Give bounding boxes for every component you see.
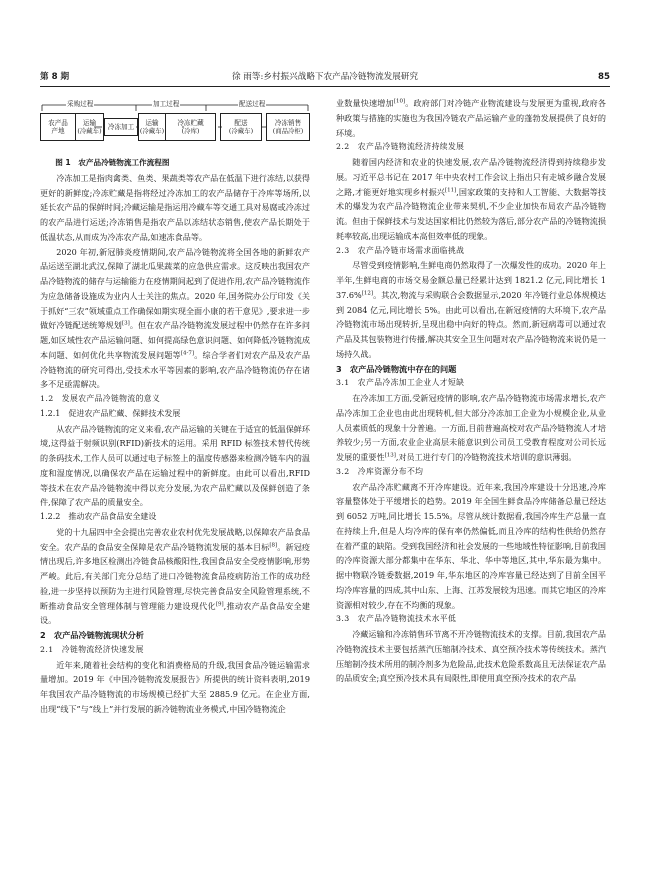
paragraph-covid-2020 <box>40 245 310 393</box>
citation-ref: [3] <box>121 320 130 327</box>
box-origin-line2: 产地 <box>51 127 65 135</box>
box-sale-line1: 冷冻销售 <box>274 119 302 127</box>
box-processing-label: 冷冻加工 <box>107 123 135 131</box>
box-transport-1-line1: 运输 <box>82 119 97 127</box>
citation-ref: [8] <box>269 541 278 548</box>
page-number: 85 <box>598 72 610 82</box>
section-heading-3-3: 3.3 农产品冷链物流技术水平低 <box>336 614 457 624</box>
section-heading-3-2: 3.2 冷库资源分布不均 <box>336 466 424 476</box>
text-segment: 随着国内经济和农业的快速发展,农产品冷链物流经济得到持续稳步发展。习近平总书记在 2017 年中央农村工作会议上指出只有走城乡融合发展之路,才能更好地实现乡村振兴 <box>336 157 606 197</box>
box-transport-2-line1: 运输 <box>145 119 159 127</box>
text-segment: 尽管受到疫情影响,生鲜电商仍然取得了一次爆发性的成功。2020 年上半年,生鲜电商的市场交易金额总量已经累计达到 1821.2 亿元,同比增长 137.6% <box>336 260 606 300</box>
left-column <box>40 96 310 717</box>
citation-ref: [10] <box>393 98 406 105</box>
paragraph-continued <box>336 96 606 140</box>
box-origin-line1: 农产品 <box>48 119 68 127</box>
section-heading-2-3: 2.3 农产品冷链市场需求面临挑战 <box>336 245 465 255</box>
figure-caption: 图 1 农产品冷链物流工作流程图 <box>55 158 170 167</box>
stage-label-processing: 加工过程 <box>153 100 180 108</box>
box-distribution <box>220 113 262 141</box>
paragraph-market-demand <box>336 258 606 361</box>
box-transport-2 <box>138 113 166 141</box>
running-title: 徐 雨等:乡村振兴战略下农产品冷链物流发展研究 <box>231 72 419 82</box>
section-heading-2-1: 2.1 冷链物流经济快速发展 <box>40 644 144 654</box>
box-storage-line2: (冷库) <box>181 127 200 135</box>
paragraph-talent-shortage <box>336 391 606 465</box>
right-column <box>336 96 606 686</box>
text-segment: 。政府部门对冷链产业物流建设与发展更为重视,政府各种政策与措施的实施也为我国冷链农产品运输产业的蓬勃发展提供了良好的环境。 <box>336 98 606 138</box>
text-segment: 党的十九届四中全会提出完善农业农村优先发展战略,以保障农产品食品安全。农产品的食品安全保障是农产品冷链物流发展的基本目标 <box>40 526 310 552</box>
text-segment: 在冷冻加工方面,受新冠疫情的影响,农产品冷链物流市场需求增长,农产品冷冻加工企业也由此出现转机,但大部分冷冻加工企业为小规模企业,从业人员素质低的现象十分普遍。一方面,目前普遍高校对农产品冷链物流人才培养较少;另一方面,农业企业高层未能意识到公司员工受教育程度对公司长远发展的重要性 <box>336 393 606 462</box>
box-storage-line1: 冷冻贮藏 <box>177 119 204 127</box>
section-heading-1-2: 1.2 发展农产品冷链物流的意义 <box>40 394 161 403</box>
text-segment: 。其次,物流与采购联合会数据显示,2020 年冷链行业总体规模达到 2084 亿元,同比增长 5%。由此可以看出,在新冠疫情的大环境下,农产品冷链物流市场出现转折,呈现出稳中向好的特点。然而,新冠病毒可以通过农产品及其包装物进行传播,解决其安全卫生问题对农产品冷链物流来说仍是一场持久战。 <box>336 289 606 359</box>
citation-ref: [12] <box>361 290 374 297</box>
section-heading-1-2-1: 1.2.1 促进农产品贮藏、保鲜技术发展 <box>40 408 181 418</box>
text-segment: 2020 年初,新冠肺炎疫情期间,农产品冷链物流将全国各地的新鲜农产品运送至湖北武汉,保障了湖北瓜果蔬菜的应急供应需求。这反映出我国农产品冷链物流的储存与运输能力在疫情期间起到了促进作用,农产品冷链物流作为应急储备设施成为业内人士关注的焦点。2020 年,国务院办公厅印发《关于抓好“三农”领域重点工作确保如期实现全面小康的若干意见》,要求进一步做好冷链配送统筹规划 <box>40 246 310 331</box>
text-segment: 。但在农产品冷链物流发展过程中仍然存在许多问题,如区域性农产品运输问题、如何提高绿色意识问题、如何降低冷链物流成本问题、如何优化共享物流发展问题等 <box>40 320 310 360</box>
workflow-figure <box>40 96 310 152</box>
citation-ref: [11] <box>444 186 457 193</box>
paragraph-rfid: 从农产品冷链物流的定义来看,农产品运输的关键在于适宜的低温保鲜环境,这得益于射频识别(RFID)新技术的运用。采用 RFID 标签技术替代传统的条码技术,工作人员可以通过电子标签上的温度传感器来检测冷链车内的温度和湿度情况,以确保农产品在运输过程中的新鲜度。由此可以看出,RFID 等技术在农产品冷链物流中得以充分发展,为农产品贮藏以及保鲜创造了条件,保障了农产品的质量安全。 <box>40 423 310 508</box>
section-heading-2: 2 农产品冷链物流现状分析 <box>40 630 144 640</box>
paragraph-cold-chain-definition: 冷冻加工是指肉禽类、鱼类、果蔬类等农产品在低温下进行冻结,以获得更好的新鲜度;冷冻贮藏是指将经过冷冻加工的农产品储存于冷库等场所,以延长农产品的保鲜时间;冷藏运输是指运用冷藏车等交通工具对易腐或冷冻过的农产品进行运送;冷冻销售是指农产品以冻结状态销售,使农产品长期处于低温状态,从而成为冷冻农产品,如速冻食品等。 <box>40 172 310 242</box>
box-distribution-line1: 配送 <box>234 119 248 127</box>
stage-label-purchase: 采购过程 <box>67 100 94 108</box>
citation-ref: [9] <box>215 600 224 607</box>
paragraph-cold-storage: 农产品冷冻贮藏离不开冷库建设。近年来,我国冷库建设十分迅速,冷库容量整体处于平缓增长的趋势。2019 年全国生鲜食品冷库储备总量已经达到 6052 万吨,同比增长 15.5%。尽管从统计数据看,我国冷库生产总量一直在持续上升,但是人均冷库的保有率仍然偏低,而且冷库的结构性供给仍然存在着严重的缺陷。受到我国经济和社会发展的一些地域性特征影响,目前我国的冷库资源大部分都集中在华东、华北、华中等地区,其中,华东最为集中。据中物联冷链委数据,2019 年,华东地区的冷库容量已经达到了目前全国平均冷库容量的四成,其中山东、上海、江苏发展较为迅速。而其它地区的冷库资源相对较少,存在不均衡的现象。 <box>336 481 606 610</box>
text-segment: 。综合学者们对农产品及农产品冷链物流的研究可得出,受技术水平等因素的影响,农产品冷链物流仍存在诸多不足亟需解决。 <box>40 349 310 390</box>
text-segment: 。新冠疫情出现后,许多地区检测出冷链食品核酸阳性,我国食品安全受疫情影响,形势严峻。此后,有关部门充分总结了进口冷链物流食品疫病防治工作的成功经验,进一步坚持以预防为主进行风险管理,尽快完善食品安全风险管理系统,不断推动食品安全管理体制与管理能力建设现代化 <box>40 541 310 611</box>
text-segment: ,对员工进行专门的冷链物流技术培训的意识薄弱。 <box>395 452 577 462</box>
box-sale <box>266 113 310 141</box>
header-rule <box>40 86 610 87</box>
text-segment: ,推动农产品食品安全建设。 <box>40 600 310 626</box>
box-transport-2-line2: (冷藏车) <box>139 127 165 135</box>
box-processing <box>104 118 138 136</box>
text-segment: 业数量快速增加 <box>336 98 394 108</box>
stage-label-distribution: 配送过程 <box>239 100 266 108</box>
box-transport-1-line2: (冷藏车) <box>77 127 102 135</box>
paragraph-food-safety <box>40 525 310 628</box>
box-origin <box>40 113 76 141</box>
section-heading-3: 3 农产品冷链物流中存在的问题 <box>336 363 457 374</box>
paragraph-market-growth: 近年来,随着社会结构的变化和消费格局的升级,我国食品冷链运输需求量增加。2019 年《中国冷链物流发展报告》所提供的统计资料表明,2019 年我国农产品冷链物流的市场规模已经扩大至 2885.9 亿元。在企业方面,出现“线下”与“线上”并行发展的新冷链物流业务模式,中国冷链物流企 <box>40 659 310 714</box>
section-heading-2-2: 2.2 农产品冷链物流经济持续发展 <box>336 142 465 152</box>
text-segment: ,国家政策的支持和人工智能、大数据等技术的爆发为农产品冷链物流企业带来契机,不少企业加快布局农产品冷链物流。但由于保鲜技术与发达国家相比仍然较为落后,部分农产品的冷链物流损耗率较高,出现运输成本高但效率低的现象。 <box>336 186 606 241</box>
running-header <box>40 70 610 84</box>
box-transport-1 <box>76 113 104 141</box>
box-distribution-line2: (冷藏车) <box>228 127 254 135</box>
citation-ref: [4-7] <box>180 350 194 357</box>
box-sale-line2: (商品冷柜) <box>272 127 304 135</box>
paragraph-technology: 冷藏运输和冷冻销售环节离不开冷链物流技术的支撑。目前,我国农产品冷链物流技术主要包括蒸汽压缩制冷技术、真空预冷技术等传统技术。蒸汽压缩制冷技术所用的制冷剂多为危险品,此技术危险系数高且无法保证农产品的品质安全;真空预冷技术具有局限性,即使用真空预冷技术的农产品 <box>336 629 606 684</box>
section-heading-1-2-2: 1.2.2 推动农产品食品安全建设 <box>40 512 157 521</box>
citation-ref: [13] <box>384 452 396 459</box>
paragraph-economy-growth <box>336 155 606 244</box>
section-heading-3-1: 3.1 农产品冷冻加工企业人才短缺 <box>336 378 465 388</box>
box-storage <box>166 113 216 141</box>
issue-number: 第 8 期 <box>40 72 70 82</box>
